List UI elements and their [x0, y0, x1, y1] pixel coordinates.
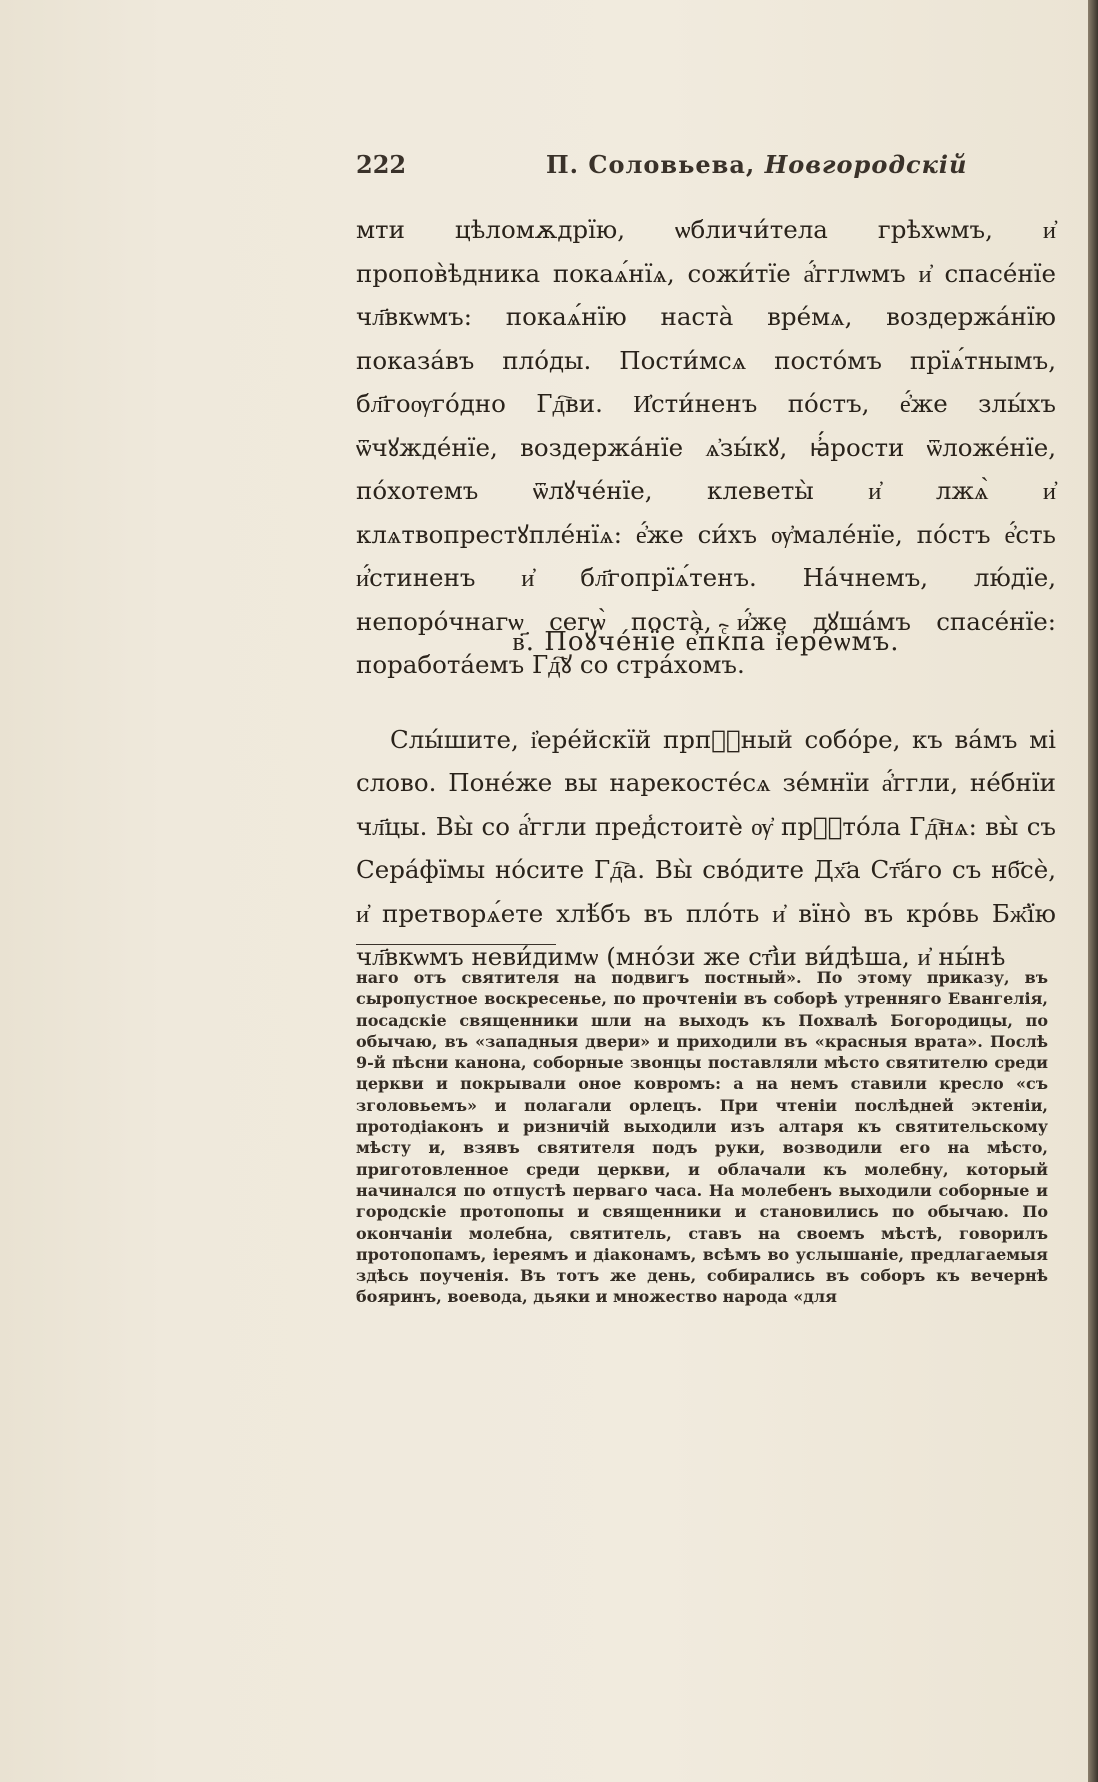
second-paragraph: Слы́шите, і҆ере́йскїй прпⷭ҇ный собо́ре, къ ва́мъ мі слово. Поне́же вы нарекосте́сѧ зе́мнїи а҆́ггли, не́бнїи чл҃цы. Вы̀ со а҆́ггли пред̾стоитѐ ѹ҆ прⷭ҇то́ла Гд҇нѧ: вы̀ съ Сера́фїмы но́сите Гд҇а. Вы̀ сво́дите Дх҃а Ст҃а́го съ нб҃сѐ, и҆ претворѧ́ете хлѣ́бъ въ пло́ть и҆ вїно̀ въ кро́вь Бж҃їю чл҃вкѡмъ неви́димѡ (мно́зи же ст҃і̀и ви́дѣша, и҆ ны́нѣ	[356, 724, 1056, 971]
second-text-block	[356, 693, 1056, 1003]
page-edge	[1088, 0, 1098, 1782]
main-text-block	[356, 208, 1056, 687]
running-author: П. Соловьева,	[546, 150, 756, 179]
running-header	[356, 150, 1052, 190]
running-title	[546, 150, 967, 179]
footnote: наго отъ святителя на подвигъ постный». По этому приказу, въ сыропустное воскресенье, по прочтеніи въ соборѣ утренняго Евангелія, посадскіе священники шли на выходъ къ Похвалѣ Богородицы, по обычаю, въ «западныя двери» и приходили въ «красныя врата». Послѣ 9-й пѣсни канона, соборные звонцы поставляли мѣсто святителю среди церкви и покрывали оное ковромъ: а на немъ ставили кресло «съ зголовьемъ» и полагали орлецъ. При чтеніи послѣдней эктеніи, протодіаконъ и ризничій выходили изъ алтаря къ святительскому мѣсту и, взявъ святителя подъ руки, возводили его на мѣсто, приготовленное среди церкви, и облачали къ молебну, который начинался по отпустѣ перваго часа. На молебенъ выходили соборные и городскіе протопопы и священники и становились по обычаю. По окончаніи молебна, святитель, ставъ на своемъ мѣстѣ, говорилъ протопопамъ, іереямъ и діаконамъ, всѣмъ во услышаніе, предлагаемыя здѣсь поученія. Въ тотъ же день, собирались въ соборъ къ вечернѣ бояринъ, воевода, дьяки и множество народа «для	[356, 968, 1048, 1307]
main-paragraph: мти цѣломѫдрїю, ѡбличи́тела грѣхѡмъ, и҆ пропов̀ѣдника покаѧ́нїѧ, сожи́тїе а҆́гглѡмъ и҆ спасе́нїе чл҃вкѡмъ: покаѧ́нїю наста̀ вре́мѧ, воздержа́нїю показа́въ пло́ды. Пости́мсѧ посто́мъ прїѧ́тнымъ, бл҃гоѹго́дно Гд҇ви. И҆сти́ненъ по́стъ, е҆́же злы́хъ ѿчꙋжде́нїе, воздержа́нїе ѧ҆зы́кꙋ, ꙗ҆́рости ѿложе́нїе, по́хотемъ ѿлꙋче́нїе, клеветы̀ и҆ лжѧ̀ и҆ клѧтвопрестꙋпле́нїѧ: е҆́же си́хъ ѹ҆мале́нїе, по́стъ е҆́сть и҆́стиненъ и҆ бл҃гопрїѧ́тенъ. На́чнемъ, лю́дїе, непоро́чнагѡ сегѡ̀ поста̀, и҆́же дꙋша́мъ спасе́нїе: поработа́емъ Гд҇ꙋ со стра́хомъ.	[356, 215, 1056, 679]
section-heading: в҃. Поꙋче́нїе е҆пкⷭ҇па і҆ере́ѡмъ.	[512, 627, 900, 657]
page-number: 222	[356, 150, 407, 179]
footnote-divider	[356, 944, 556, 945]
running-work-title: Новгородскій	[764, 150, 968, 179]
